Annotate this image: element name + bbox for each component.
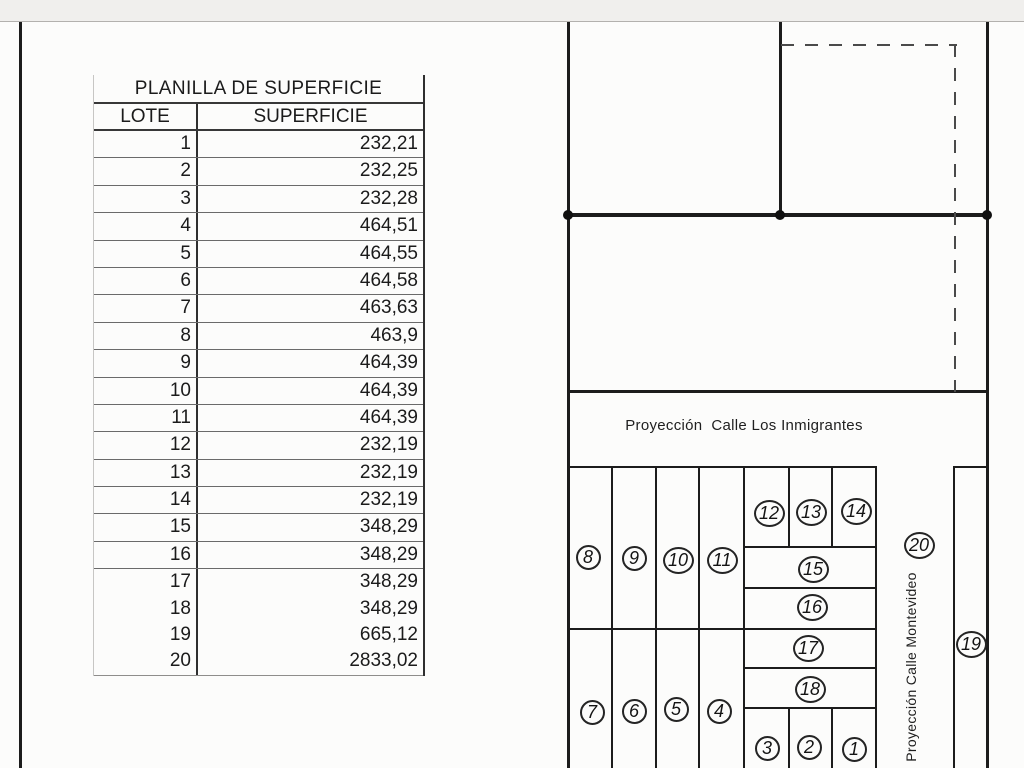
plan-line	[743, 707, 877, 709]
lot-label-16: 16	[797, 594, 828, 621]
plan-line	[743, 467, 745, 768]
lot-label-10: 10	[663, 547, 694, 574]
superficie-cell: 464,39	[359, 379, 418, 401]
lote-cell: 5	[94, 241, 198, 267]
lot-label-15: 15	[798, 556, 829, 583]
col-header-lote: LOTE	[94, 104, 198, 129]
surface-table-title: PLANILLA DE SUPERFICIE	[94, 75, 423, 104]
lot-label-9: 9	[622, 546, 647, 571]
lote-cell: 17	[94, 569, 198, 595]
survey-junction-dot	[982, 210, 992, 220]
lot-label-18: 18	[795, 676, 826, 703]
superficie-cell: 2833,02	[349, 650, 418, 672]
lot-label-20: 20	[904, 532, 935, 559]
lote-cell: 6	[94, 268, 198, 294]
street-label-los-inmigrantes: Proyección Calle Los Inmigrantes	[625, 417, 863, 434]
superficie-cell: 348,29	[359, 543, 418, 565]
plan-line	[788, 467, 790, 548]
superficie-cell: 232,19	[359, 489, 418, 511]
plan-line	[743, 587, 877, 589]
superficie-cell: 464,39	[359, 406, 418, 428]
superficie-cell: 464,55	[359, 242, 418, 264]
lote-cell: 4	[94, 213, 198, 239]
superficie-cell: 348,29	[359, 516, 418, 538]
lot-label-17: 17	[793, 635, 824, 662]
lote-cell: 3	[94, 186, 198, 212]
lote-cell: 13	[94, 460, 198, 486]
plan-line	[986, 22, 989, 768]
plan-line	[831, 708, 833, 768]
lote-cell: 8	[94, 323, 198, 349]
lot-label-5: 5	[664, 697, 689, 722]
lote-cell: 15	[94, 514, 198, 540]
plan-line	[953, 466, 988, 468]
lot-label-2: 2	[797, 735, 822, 760]
lote-cell: 16	[94, 542, 198, 568]
lot-label-3: 3	[755, 736, 780, 761]
lot-label-19: 19	[956, 631, 987, 658]
survey-junction-dot	[775, 210, 785, 220]
lote-cell: 20	[94, 648, 198, 674]
superficie-cell: 232,25	[359, 160, 418, 182]
plan-line	[567, 390, 989, 393]
plan-line	[743, 667, 877, 669]
lote-cell: 9	[94, 350, 198, 376]
plan-line	[875, 467, 877, 768]
superficie-cell: 665,12	[359, 624, 418, 646]
superficie-cell: 348,29	[359, 571, 418, 593]
plan-line	[779, 22, 782, 215]
plan-line	[698, 467, 700, 768]
lot-label-11: 11	[707, 547, 738, 574]
superficie-cell: 464,58	[359, 269, 418, 291]
plan-line	[567, 22, 570, 768]
superficie-cell: 463,63	[359, 297, 418, 319]
survey-junction-dot	[563, 210, 573, 220]
plan-line	[567, 466, 877, 468]
lote-cell: 14	[94, 487, 198, 513]
lot-label-4: 4	[707, 699, 732, 724]
lot-label-1: 1	[842, 737, 867, 762]
lote-cell: 19	[94, 622, 198, 648]
lot-label-6: 6	[622, 699, 647, 724]
lote-cell: 18	[94, 596, 198, 622]
plan-dashed-line	[781, 44, 957, 46]
superficie-cell: 464,51	[359, 215, 418, 237]
superficie-cell: 464,39	[359, 352, 418, 374]
lote-cell: 7	[94, 295, 198, 321]
plan-line	[611, 467, 613, 768]
lote-cell: 12	[94, 432, 198, 458]
lote-cell: 2	[94, 158, 198, 184]
superficie-cell: 232,21	[359, 133, 418, 154]
col-header-superficie: SUPERFICIE	[253, 106, 368, 127]
lot-label-12: 12	[754, 500, 785, 527]
plan-line	[953, 467, 955, 768]
plan-line	[567, 628, 877, 630]
lote-cell: 11	[94, 405, 198, 431]
plan-dashed-line	[954, 44, 956, 392]
lot-label-8: 8	[576, 545, 601, 570]
lot-label-13: 13	[796, 499, 827, 526]
superficie-cell: 348,29	[359, 597, 418, 619]
street-label-montevideo: Proyección Calle Montevideo	[903, 572, 919, 762]
plan-line	[831, 467, 833, 548]
plan-line	[19, 22, 22, 768]
lote-cell: 10	[94, 378, 198, 404]
superficie-cell: 463,9	[370, 324, 418, 346]
superficie-cell: 232,28	[359, 187, 418, 209]
lot-label-7: 7	[580, 700, 605, 725]
plan-line	[743, 546, 877, 548]
plan-line	[655, 467, 657, 768]
superficie-cell: 232,19	[359, 461, 418, 483]
superficie-cell: 232,19	[359, 434, 418, 456]
plan-line	[788, 708, 790, 768]
lot-label-14: 14	[841, 498, 872, 525]
lote-cell: 1	[94, 131, 198, 157]
